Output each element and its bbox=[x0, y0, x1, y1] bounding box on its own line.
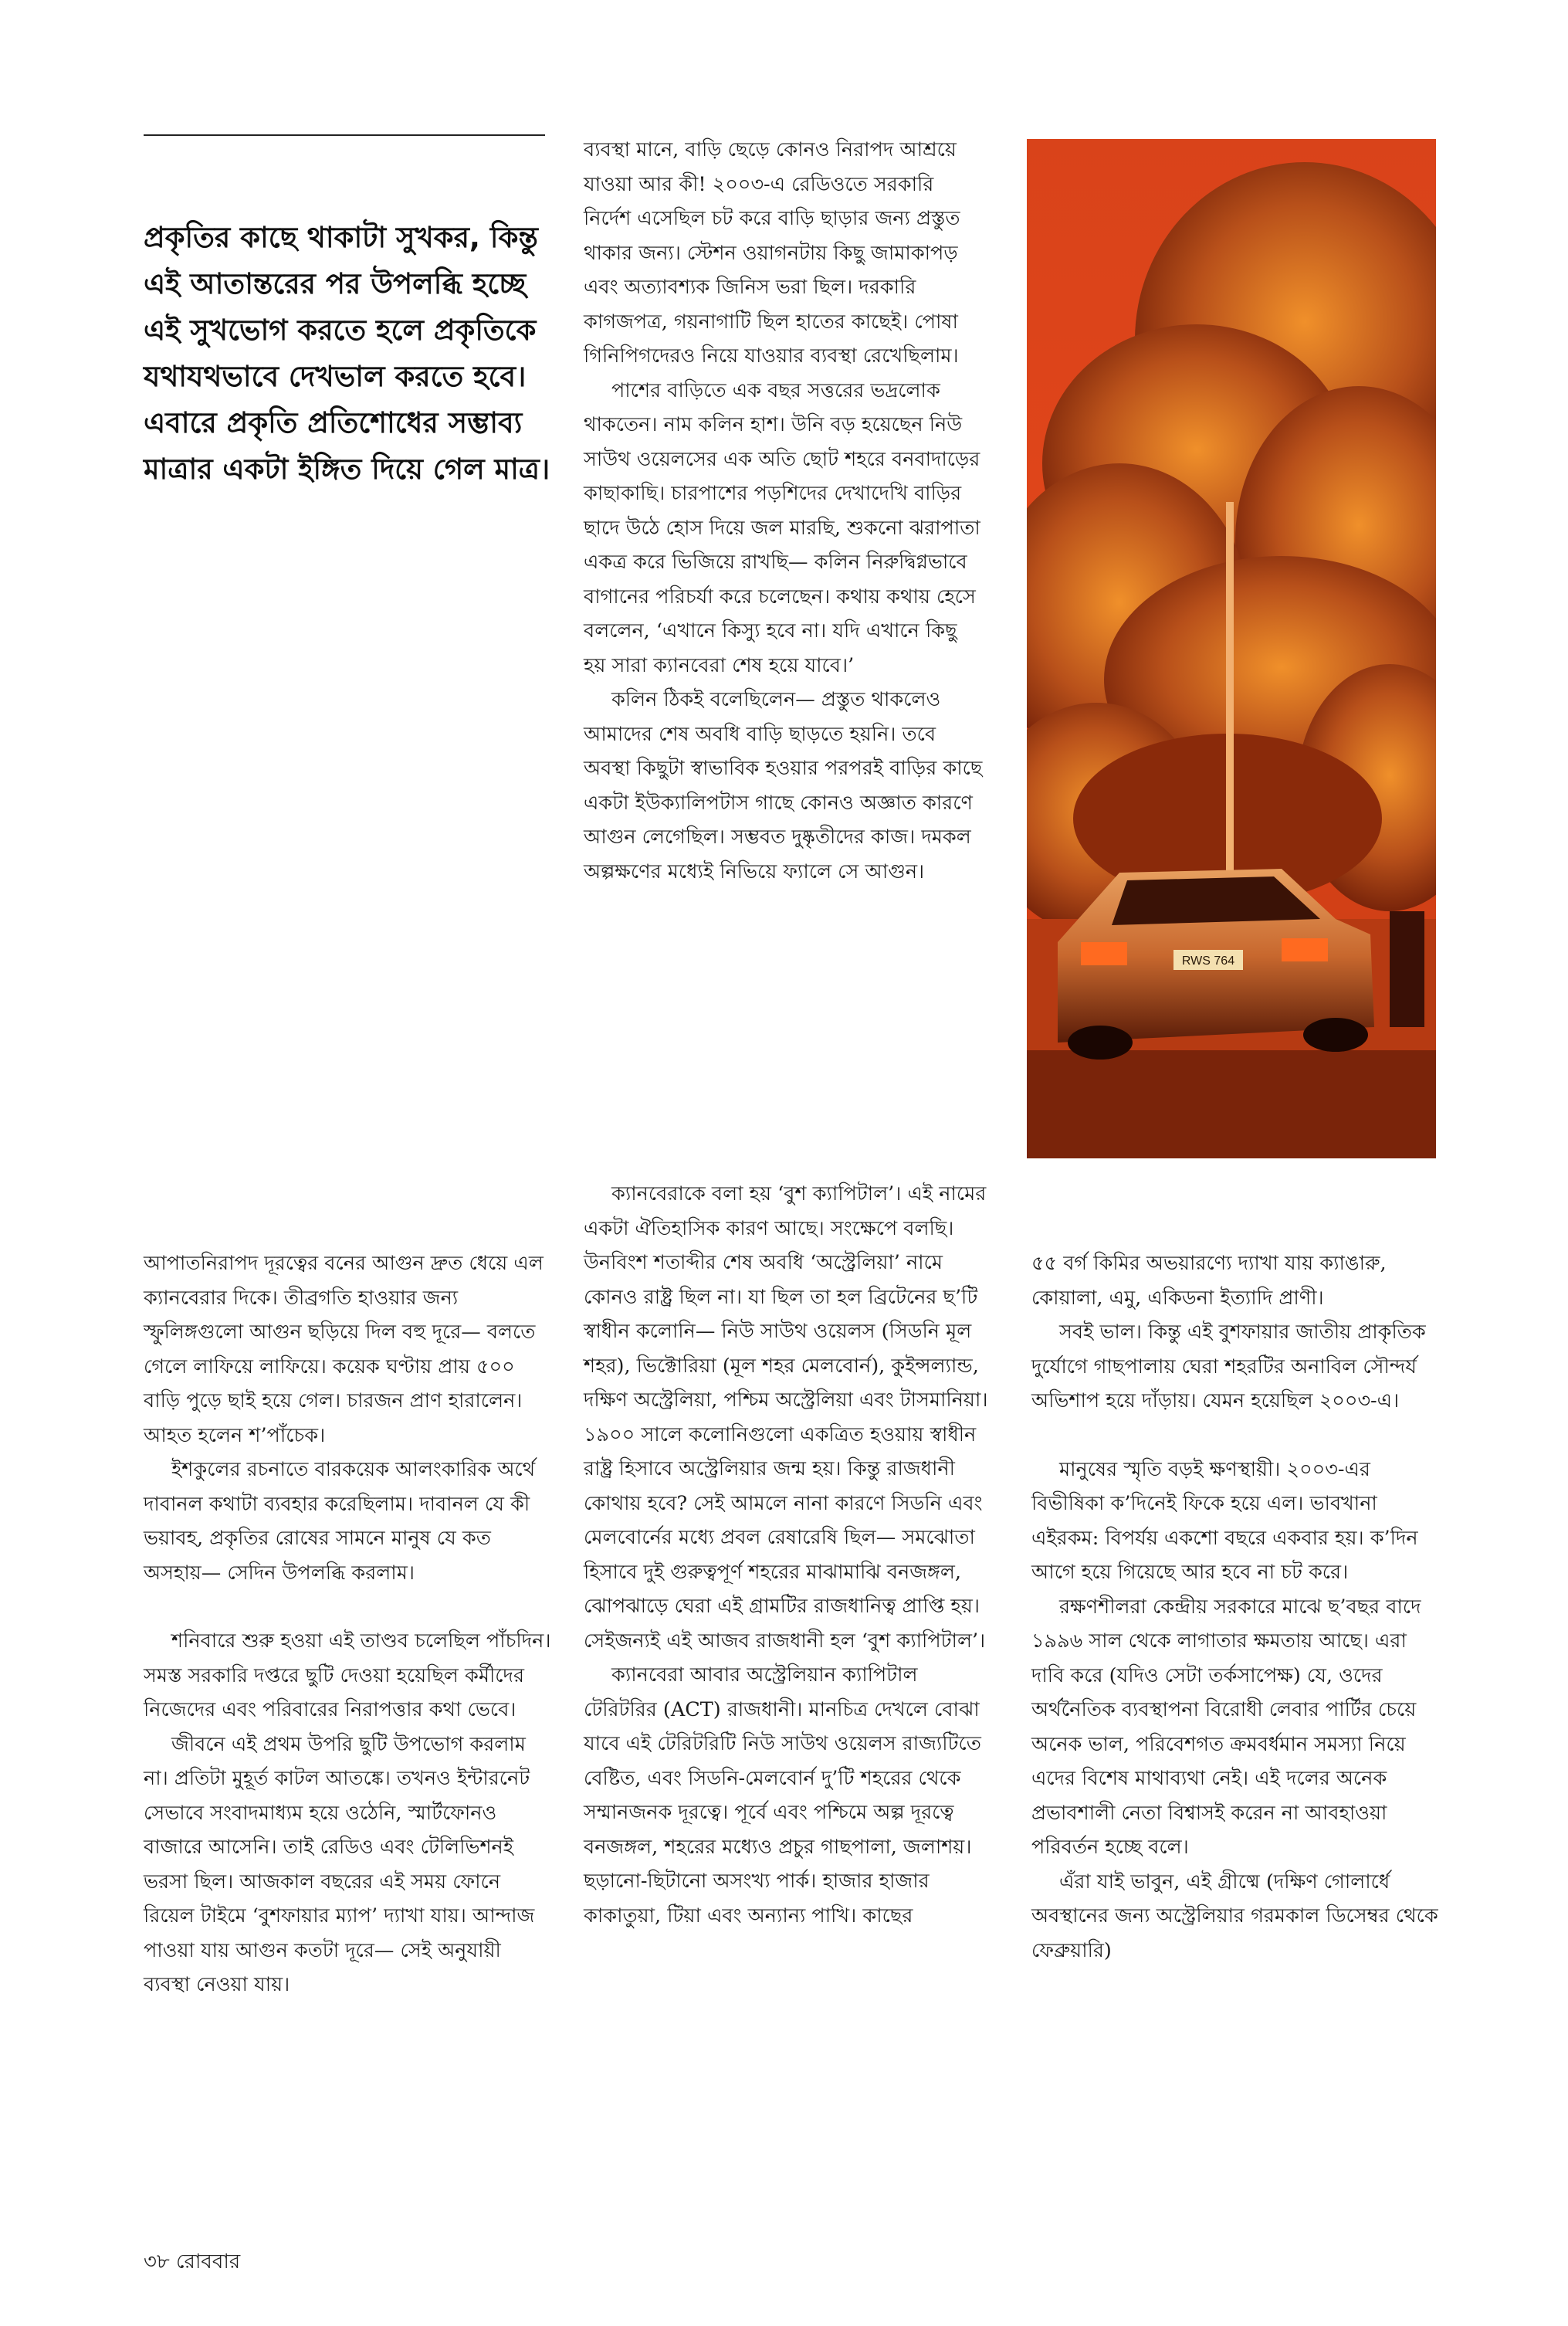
top-rule bbox=[144, 134, 545, 136]
paragraph: ইশকুলের রচনাতে বারকয়েক আলংকারিক অর্থে দাবানল কথাটা ব্যবহার করেছিলাম। দাবানল যে কী ভয়াবহ, প্রকৃতির রোষের সামনে মানুষ যে কত অসহায়— সেদিন উপলব্ধি করলাম। bbox=[144, 1458, 536, 1585]
bushfire-photo bbox=[1027, 139, 1436, 1158]
license-plate: RWS 764 bbox=[1181, 954, 1235, 968]
paragraph: শনিবারে শুরু হওয়া এই তাণ্ডব চলেছিল পাঁচদিন। সমস্ত সরকারি দপ্তরে ছুটি দেওয়া হয়েছিল কর্মীদের নিজেদের এবং পরিবারের নিরাপত্তার কথা ভেবে। bbox=[144, 1629, 551, 1721]
paragraph: মানুষের স্মৃতি বড়ই ক্ষণস্থায়ী। ২০০৩-এর বিভীষিকা ক’দিনেই ফিকে হয়ে এল। ভাবখানা এইরকম: বিপর্যয় একশো বছরে একবার হয়। ক’দিন আগে হয়ে গিয়েছে আর হবে না চট করে। bbox=[1031, 1457, 1418, 1584]
article-column-2-top bbox=[584, 133, 985, 889]
pull-quote: প্রকৃতির কাছে থাকাটা সুখকর, কিন্তু এই আতান্তরের পর উপলব্ধি হচ্ছে এই সুখভোগ করতে হলে প্রকৃতিকে যথাযথভাবে দেখভাল করতে হবে। এবারে প্রকৃতি প্রতিশোধের সম্ভাব্য মাত্রার একটা ইঙ্গিত দিয়ে গেল মাত্র। bbox=[144, 221, 550, 486]
wheelie-bin bbox=[1390, 911, 1424, 1027]
paragraph: ব্যবস্থা মানে, বাড়ি ছেড়ে কোনও নিরাপদ আশ্রয়ে যাওয়া আর কী! ২০০৩-এ রেডিওতে সরকারি নির্দেশ এসেছিল চট করে বাড়ি ছাড়ার জন্য প্রস্তুত থাকার জন্য। স্টেশন ওয়াগনটায় কিছু জামাকাপড় এবং অত্যাবশ্যক জিনিস ভরা ছিল। দরকারি কাগজপত্র, গয়নাগাটি ছিল হাতের কাছেই। পোষা গিনিপিগদেরও নিয়ে যাওয়ার ব্যবস্থা রেখেছিলাম। bbox=[584, 138, 960, 368]
paragraph: সবই ভাল। কিন্তু এই বুশফায়ার জাতীয় প্রাকৃতিক দুর্যোগে গাছপালায় ঘেরা শহরটির অনাবিল সৌন্দর্য অভিশাপ হয়ে দাঁড়ায়। যেমন হয়েছিল ২০০৩-এ। bbox=[1031, 1321, 1426, 1412]
paragraph: ক্যানবেরাকে বলা হয় ‘বুশ ক্যাপিটাল’। এই নামের একটা ঐতিহাসিক কারণ আছে। সংক্ষেপে বলছি। উনবিংশ শতাব্দীর শেষ অবধি ‘অস্ট্রেলিয়া’ নামে কোনও রাষ্ট্র ছিল না। যা ছিল তা হল ব্রিটেনের ছ’টি স্বাধীন কলোনি— নিউ সাউথ ওয়েলস (সিডনি মূল শহর), ভিক্টোরিয়া (মূল শহর মেলবোর্ন), কুইন্সল্যান্ড, দক্ষিণ অস্ট্রেলিয়া, পশ্চিম অস্ট্রেলিয়া এবং টাসমানিয়া। ১৯০০ সালে কলোনিগুলো একত্রিত হওয়ায় স্বাধীন রাষ্ট্র হিসাবে অস্ট্রেলিয়ার জন্ম হয়। কিন্তু রাজধানী কোথায় হবে? সেই আমলে নানা কারণে সিডনি এবং মেলবোর্নের মধ্যে প্রবল রেষারেষি ছিল— সমঝোতা হিসাবে দুই গুরুত্বপূর্ণ শহরের মাঝামাঝি বনজঙ্গল, ঝোপঝাড়ে ঘেরা এই গ্রামটির রাজধানিত্ব প্রাপ্তি হয়। সেইজন্যই এই আজব রাজধানী হল ‘বুশ ক্যাপিটাল’। bbox=[584, 1182, 988, 1653]
paragraph: কলিন ঠিকই বলেছিলেন— প্রস্তুত থাকলেও আমাদের শেষ অবধি বাড়ি ছাড়তে হয়নি। তবে অবস্থা কিছুটা স্বাভাবিক হওয়ার পরপরই বাড়ির কাছে একটা ইউক্যালিপটাস গাছে কোনও অজ্ঞাত কারণে আগুন লেগেছিল। সম্ভবত দুষ্কৃতীদের কাজ। দমকল অল্পক্ষণের মধ্যেই নিভিয়ে ফ্যালে সে আগুন। bbox=[584, 688, 983, 883]
paragraph: রক্ষণশীলরা কেন্দ্রীয় সরকারে মাঝে ছ’বছর বাদে ১৯৯৬ সাল থেকে লাগাতার ক্ষমতায় আছে। এরা দাবি করে (যদিও সেটা তর্কসাপেক্ষ) যে, ওদের অর্থনৈতিক ব্যবস্থাপনা বিরোধী লেবার পার্টির চেয়ে অনেক ভাল, পরিবেশগত ক্রমবর্ধমান সমস্যা নিয়ে এদের বিশেষ মাথাব্যথা নেই। এই দলের অনেক প্রভাবশালী নেতা বিশ্বাসই করেন না আবহাওয়া পরিবর্তন হচ্ছে বলে। bbox=[1031, 1595, 1421, 1859]
paragraph: পাশের বাড়িতে এক বছর সত্তরের ভদ্রলোক থাকতেন। নাম কলিন হাশ। উনি বড় হয়েছেন নিউ সাউথ ওয়েলসের এক অতি ছোট শহরে বনবাদাড়ের কাছাকাছি। চারপাশের পড়শিদের দেখাদেখি বাড়ির ছাদে উঠে হোস দিয়ে জল মারছি, শুকনো ঝরাপাতা একত্র করে ভিজিয়ে রাখছি— কলিন নিরুদ্বিগ্নভাবে বাগানের পরিচর্যা করে চলেছেন। কথায় কথায় হেসে বললেন, ‘এখানে কিস্যু হবে না। যদি এখানে কিছু হয় সারা ক্যানবেরা শেষ হয়ে যাবে।’ bbox=[584, 378, 980, 677]
article-column-2-bottom bbox=[584, 1177, 993, 1933]
article-column-3-bottom bbox=[1031, 1246, 1441, 1968]
paragraph: জীবনে এই প্রথম উপরি ছুটি উপভোগ করলাম না। প্রতিটা মুহূর্ত কাটল আতঙ্কে। তখনও ইন্টারনেট সেভাবে সংবাদমাধ্যম হয়ে ওঠেনি, স্মার্টফোনও বাজারে আসেনি। তাই রেডিও এবং টেলিভিশনই ভরসা ছিল। আজকাল বছরের এই সময় ফোনে রিয়েল টাইমে ‘বুশফায়ার ম্যাপ’ দ্যাখা যায়। আন্দাজ পাওয়া যায় আগুন কতটা দূরে— সেই অনুযায়ী ব্যবস্থা নেওয়া যায়। bbox=[144, 1732, 535, 1996]
article-column-1-bottom bbox=[144, 1246, 553, 2002]
page-footer: ৩৮ রোববার bbox=[144, 2250, 241, 2273]
paragraph: ক্যানবেরা আবার অস্ট্রেলিয়ান ক্যাপিটাল টেরিটরির (ACT) রাজধানী। মানচিত্র দেখলে বোঝা যাবে এই টেরিটরিটি নিউ সাউথ ওয়েলস রাজ্যটিতে বেষ্টিত, এবং সিডনি-মেলবোর্ন দু’টি শহরের থেকে সম্মানজনক দূরত্বে। পূর্বে এবং পশ্চিমে অল্প দূরত্বে বনজঙ্গল, শহরের মধ্যেও প্রচুর গাছপালা, জলাশয়। ছড়ানো-ছিটানো অসংখ্য পার্ক। হাজার হাজার কাকাতুয়া, টিয়া এবং অন্যান্য পাখি। কাছের bbox=[584, 1663, 981, 1928]
paragraph: এঁরা যাই ভাবুন, এই গ্রীষ্মে (দক্ষিণ গোলার্ধে অবস্থানের জন্য অস্ট্রেলিয়ার গরমকাল ডিসেম্বর থেকে ফেব্রুয়ারি) bbox=[1031, 1870, 1438, 1962]
paragraph: আপাতনিরাপদ দূরত্বের বনের আগুন দ্রুত ধেয়ে এল ক্যানবেরার দিকে। তীব্রগতি হাওয়ার জন্য স্ফুলিঙ্গগুলো আগুন ছড়িয়ে দিল বহু দূরে— বলতে গেলে লাফিয়ে লাফিয়ে। কয়েক ঘণ্টায় প্রায় ৫০০ বাড়ি পুড়ে ছাই হয়ে গেল। চারজন প্রাণ হারালেন। আহত হলেন শ’পাঁচেক। bbox=[144, 1252, 544, 1447]
utility-pole bbox=[1226, 502, 1234, 934]
paragraph: ৫৫ বর্গ কিমির অভয়ারণ্যে দ্যাখা যায় ক্যাঙারু, কোয়ালা, এমু, একিডনা ইত্যাদি প্রাণী। bbox=[1031, 1252, 1387, 1310]
